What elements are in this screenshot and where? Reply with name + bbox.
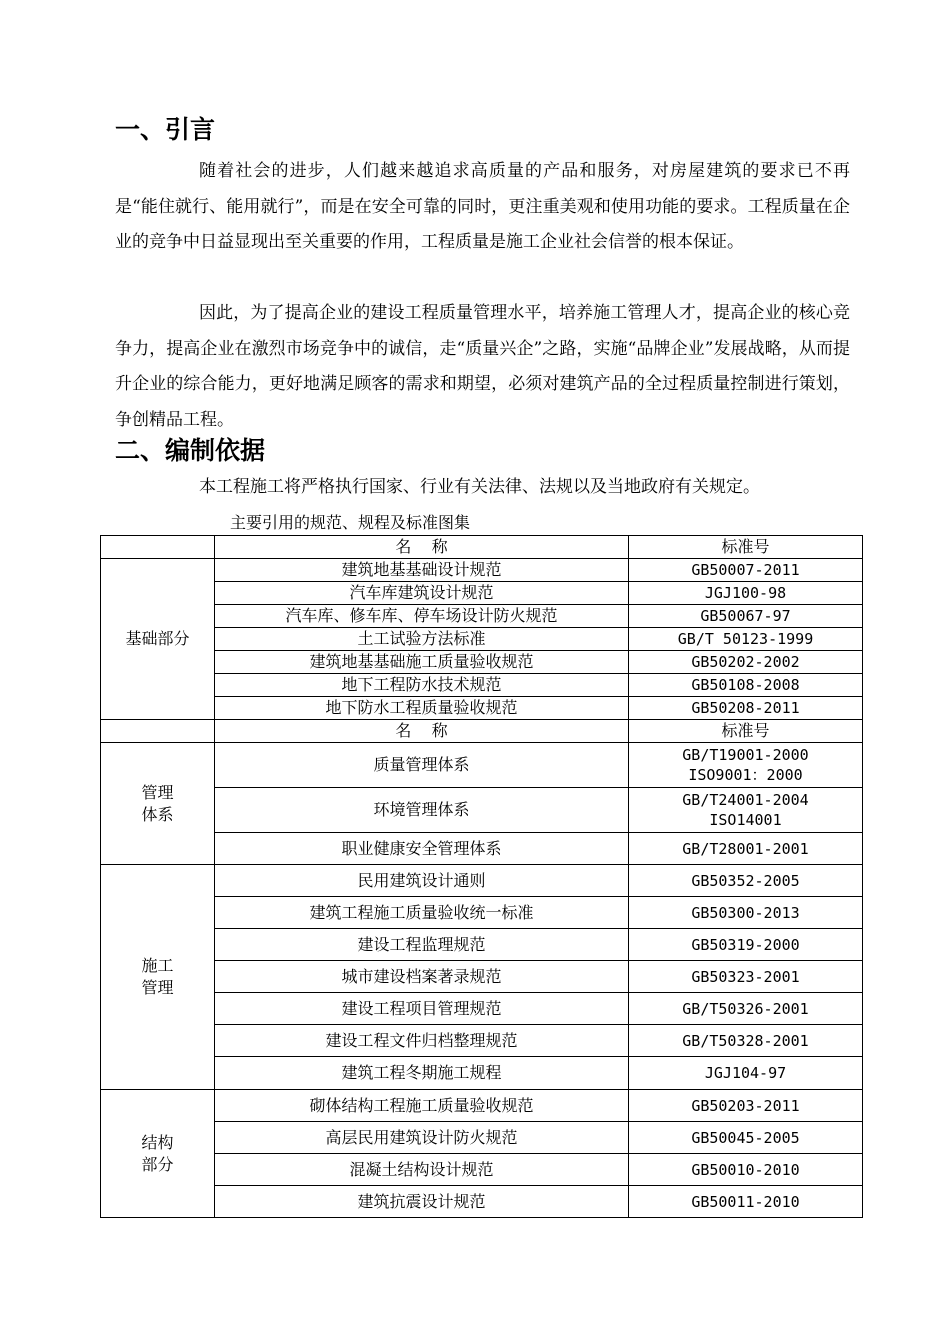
- standard-code: JGJ104-97: [629, 1057, 863, 1090]
- standard-name: 高层民用建筑设计防火规范: [215, 1122, 629, 1154]
- table-row: [101, 1154, 863, 1186]
- table-row: [101, 1122, 863, 1154]
- standard-name: 建筑地基基础施工质量验收规范: [215, 651, 629, 674]
- standard-code: GB50203-2011: [629, 1090, 863, 1122]
- standard-name: 民用建筑设计通则: [215, 865, 629, 897]
- subheader-category-cell: [101, 720, 215, 743]
- table-row: [101, 605, 863, 628]
- standard-code: GB50208-2011: [629, 697, 863, 720]
- table-row: [101, 697, 863, 720]
- category-foundation: 基础部分: [101, 559, 215, 720]
- table-row: [101, 651, 863, 674]
- standard-code-line: GB/T19001-2000: [682, 746, 809, 764]
- standard-code: GB50108-2008: [629, 674, 863, 697]
- table-caption: 主要引用的规范、规程及标准图集: [230, 513, 471, 532]
- standard-code: GB/T28001-2001: [629, 833, 863, 865]
- category-label-line: 体系: [141, 804, 174, 824]
- table-row: [101, 1186, 863, 1218]
- standard-name: 地下防水工程质量验收规范: [215, 697, 629, 720]
- standard-name: 汽车库、修车库、停车场设计防火规范: [215, 605, 629, 628]
- table-row: [101, 961, 863, 993]
- standard-name: 职业健康安全管理体系: [215, 833, 629, 865]
- standard-code: GB50067-97: [629, 605, 863, 628]
- table-row: [101, 897, 863, 929]
- standard-code: GB50011-2010: [629, 1186, 863, 1218]
- standard-code: GB50352-2005: [629, 865, 863, 897]
- standard-code: [629, 743, 863, 788]
- standard-name: 建筑抗震设计规范: [215, 1186, 629, 1218]
- table-header-row: [101, 536, 863, 559]
- standard-name: 汽车库建筑设计规范: [215, 582, 629, 605]
- table-row: [101, 582, 863, 605]
- table-row: [101, 929, 863, 961]
- header-category-cell: [101, 536, 215, 559]
- table-row: [101, 559, 863, 582]
- table-row: [101, 788, 863, 833]
- standard-name: 建筑工程冬期施工规程: [215, 1057, 629, 1090]
- standard-code-line: GB/T24001-2004: [682, 791, 809, 809]
- category-label-line: 管理: [141, 782, 174, 802]
- table-row: [101, 628, 863, 651]
- standard-code: GB50045-2005: [629, 1122, 863, 1154]
- standard-name: 建筑地基基础设计规范: [215, 559, 629, 582]
- header-name-cell: 名 称: [215, 536, 629, 559]
- table-row: [101, 674, 863, 697]
- standard-name: 建筑工程施工质量验收统一标准: [215, 897, 629, 929]
- standard-code: [629, 788, 863, 833]
- standard-name: 建设工程项目管理规范: [215, 993, 629, 1025]
- standard-name: 建设工程监理规范: [215, 929, 629, 961]
- subheader-name-cell: 名 称: [215, 720, 629, 743]
- intro-paragraph-1: 随着社会的进步，人们越来越追求高质量的产品和服务，对房屋建筑的要求已不再是“能住就行、能用就行”，而是在安全可靠的同时，更注重美观和使用功能的要求。工程质量在企业的竞争中日益显现出至关重要的作用，工程质量是施工企业社会信誉的根本保证。: [115, 161, 850, 252]
- standard-code-line: ISO14001: [709, 811, 782, 829]
- table-row: [101, 743, 863, 788]
- table-row: [101, 1025, 863, 1057]
- standard-name: 地下工程防水技术规范: [215, 674, 629, 697]
- standard-code: GB50007-2011: [629, 559, 863, 582]
- header-code-cell: 标准号: [629, 536, 863, 559]
- category-label-line: 部分: [141, 1154, 174, 1174]
- standard-code: GB50202-2002: [629, 651, 863, 674]
- category-structure: [101, 1090, 215, 1218]
- standard-name: 质量管理体系: [215, 743, 629, 788]
- table-subheader-row: [101, 720, 863, 743]
- table-row: [101, 1057, 863, 1090]
- standard-code: GB50300-2013: [629, 897, 863, 929]
- intro-paragraph-2: 因此，为了提高企业的建设工程质量管理水平，培养施工管理人才，提高企业的核心竞争力，提高企业在激烈市场竞争中的诚信，走“质量兴企”之路，实施“品牌企业”发展战略，从而提升企业的综合能力，更好地满足顾客的需求和期望，必须对建筑产品的全过程质量控制进行策划，争创精品工程。: [115, 303, 850, 430]
- category-label-line: 结构: [141, 1132, 174, 1152]
- category-label-line: 施工: [141, 956, 174, 975]
- standard-code: GB50319-2000: [629, 929, 863, 961]
- standard-code-line: ISO9001：2000: [688, 766, 803, 784]
- standard-code: GB/T 50123-1999: [629, 628, 863, 651]
- standard-name: 混凝土结构设计规范: [215, 1154, 629, 1186]
- category-construction-management: [101, 865, 215, 1090]
- category-management-system: [101, 743, 215, 865]
- standard-name: 土工试验方法标准: [215, 628, 629, 651]
- standard-code: GB/T50326-2001: [629, 993, 863, 1025]
- standard-name: 环境管理体系: [215, 788, 629, 833]
- subheader-code-cell: 标准号: [629, 720, 863, 743]
- table-row: [101, 833, 863, 865]
- section-heading-basis: 二、编制依据: [115, 436, 266, 465]
- standard-name: 建设工程文件归档整理规范: [215, 1025, 629, 1057]
- section-heading-introduction: 一、引言: [115, 115, 216, 144]
- standard-name: 城市建设档案著录规范: [215, 961, 629, 993]
- table-row: [101, 993, 863, 1025]
- standard-code: GB/T50328-2001: [629, 1025, 863, 1057]
- table-row: [101, 865, 863, 897]
- standard-name: 砌体结构工程施工质量验收规范: [215, 1090, 629, 1122]
- standards-table: [100, 535, 863, 1218]
- standard-code: GB50010-2010: [629, 1154, 863, 1186]
- category-label-line: 管理: [141, 978, 174, 997]
- basis-paragraph: 本工程施工将严格执行国家、行业有关法律、法规以及当地政府有关规定。: [199, 477, 760, 497]
- standard-code: JGJ100-98: [629, 582, 863, 605]
- table-row: [101, 1090, 863, 1122]
- standard-code: GB50323-2001: [629, 961, 863, 993]
